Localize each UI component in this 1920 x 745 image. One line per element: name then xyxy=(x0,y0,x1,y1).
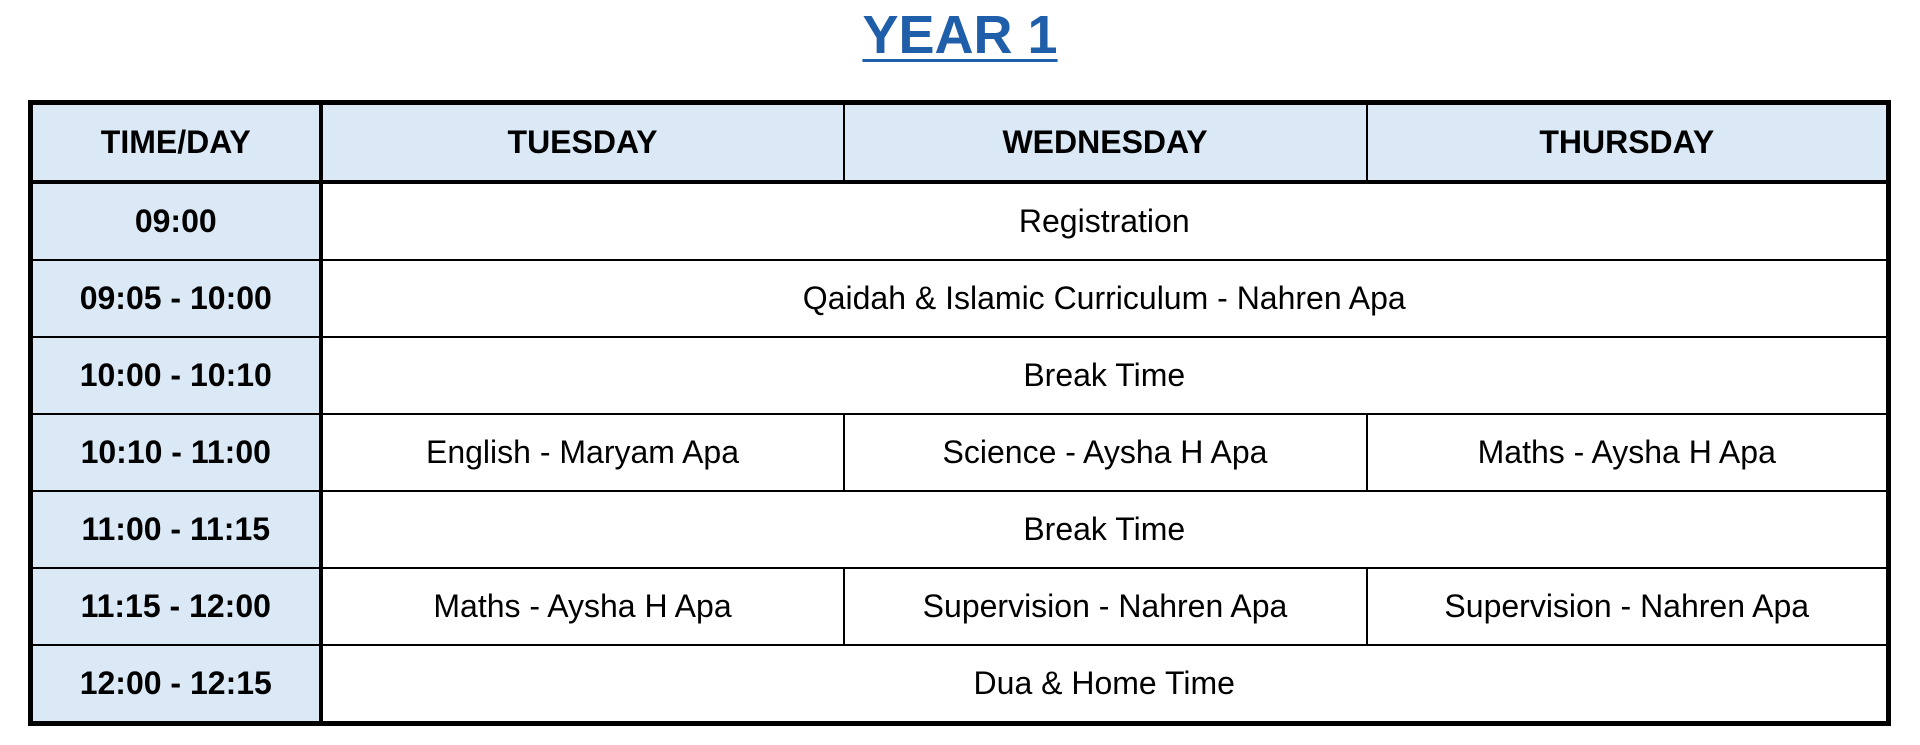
time-cell: 11:00 - 11:15 xyxy=(31,491,321,568)
time-cell: 11:15 - 12:00 xyxy=(31,568,321,645)
table-row xyxy=(31,260,1889,337)
lesson-cell-all-days: Break Time xyxy=(321,337,1889,414)
header-wednesday: WEDNESDAY xyxy=(844,103,1367,183)
header-row xyxy=(31,103,1889,183)
time-cell: 09:00 xyxy=(31,182,321,260)
lesson-cell-tuesday: Maths - Aysha H Apa xyxy=(321,568,844,645)
table-row xyxy=(31,337,1889,414)
lesson-cell-wednesday: Supervision - Nahren Apa xyxy=(844,568,1367,645)
lesson-cell-wednesday: Science - Aysha H Apa xyxy=(844,414,1367,491)
time-cell: 10:10 - 11:00 xyxy=(31,414,321,491)
table-row xyxy=(31,182,1889,260)
time-cell: 10:00 - 10:10 xyxy=(31,337,321,414)
time-cell: 12:00 - 12:15 xyxy=(31,645,321,724)
header-thursday: THURSDAY xyxy=(1367,103,1889,183)
header-tuesday: TUESDAY xyxy=(321,103,844,183)
lesson-cell-all-days: Registration xyxy=(321,182,1889,260)
lesson-cell-thursday: Supervision - Nahren Apa xyxy=(1367,568,1889,645)
lesson-cell-all-days: Break Time xyxy=(321,491,1889,568)
lesson-cell-all-days: Dua & Home Time xyxy=(321,645,1889,724)
lesson-cell-tuesday: English - Maryam Apa xyxy=(321,414,844,491)
lesson-cell-all-days: Qaidah & Islamic Curriculum - Nahren Apa xyxy=(321,260,1889,337)
time-cell: 09:05 - 10:00 xyxy=(31,260,321,337)
table-row xyxy=(31,491,1889,568)
table-row xyxy=(31,568,1889,645)
page-title: YEAR 1 xyxy=(862,5,1058,65)
table-row xyxy=(31,414,1889,491)
timetable xyxy=(28,100,1891,726)
lesson-cell-thursday: Maths - Aysha H Apa xyxy=(1367,414,1889,491)
table-row xyxy=(31,645,1889,724)
header-time-day: TIME/DAY xyxy=(31,103,321,183)
